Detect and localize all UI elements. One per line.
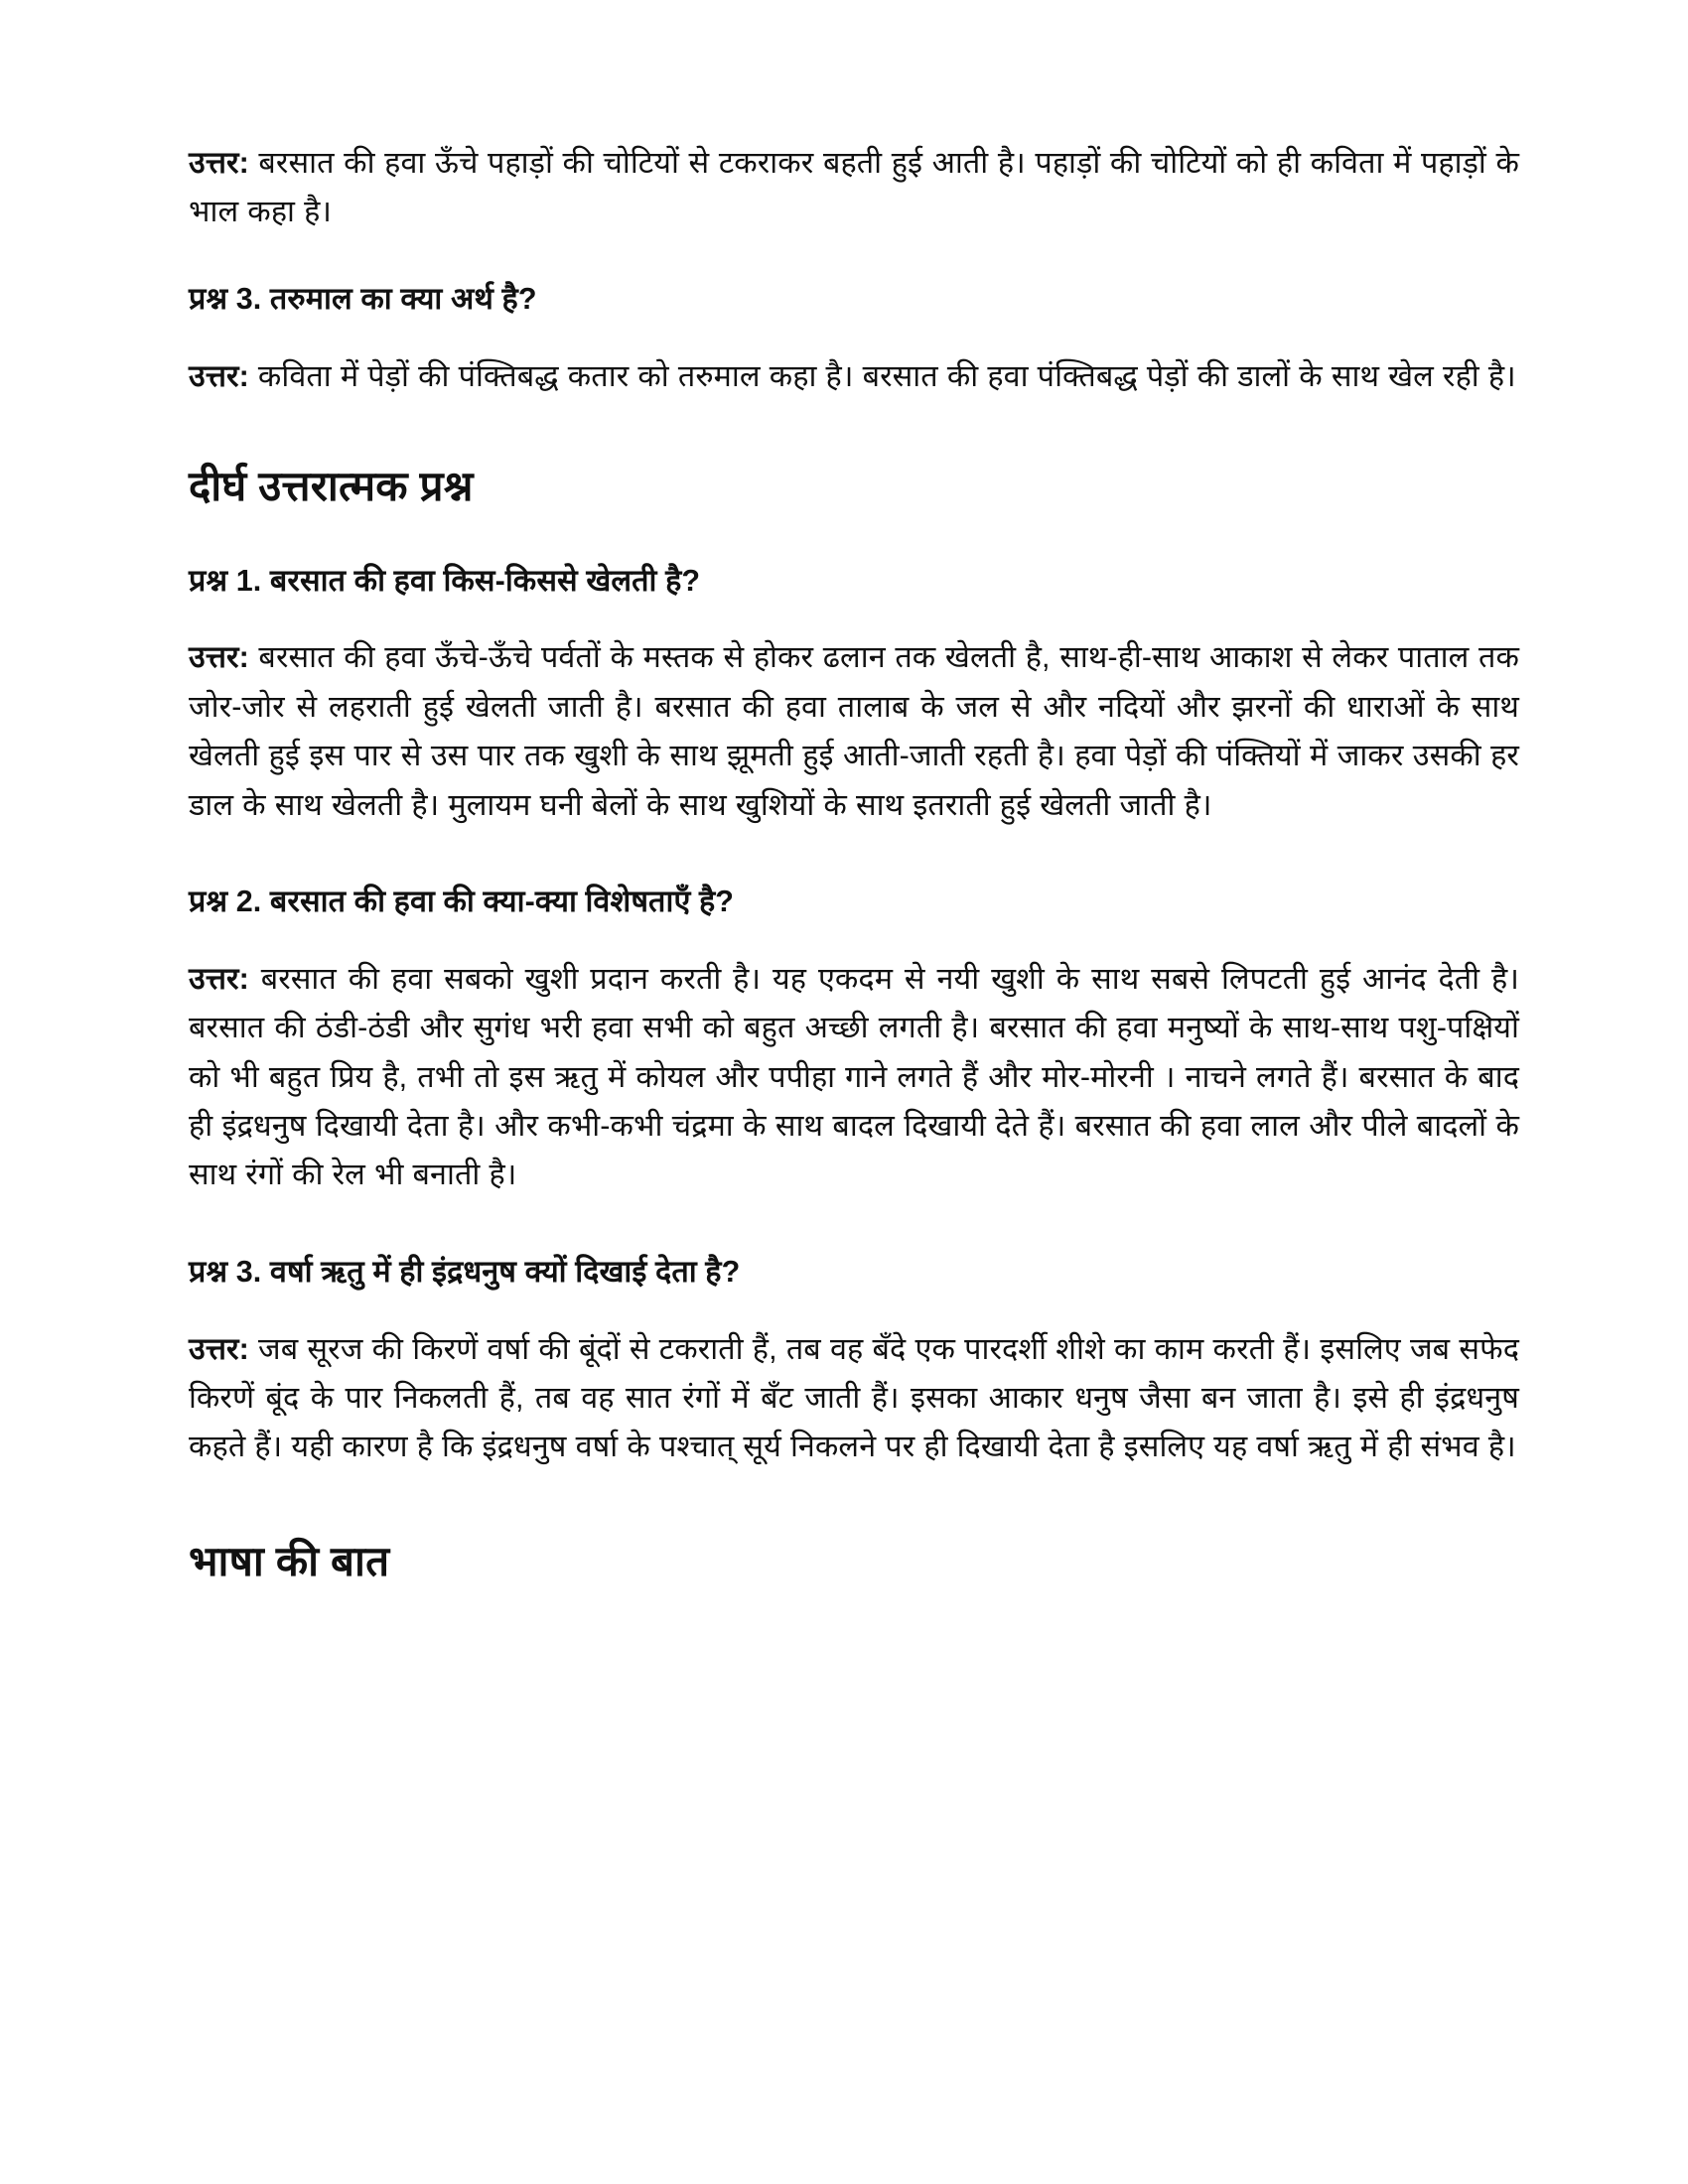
answer-text: बरसात की हवा ऊँचे-ऊँचे पर्वतों के मस्तक से होकर ढलान तक खेलती है, साथ-ही-साथ आकाश से लेकर पाताल तक जोर-जोर से लहराती हुई खेलती जाती है। बरसात की हवा तालाब के जल से और नदियों और झरनों की धाराओं के साथ खेलती हुई इस पार से उस पार तक खुशी के साथ झूमती हुई आती-जाती रहती है। हवा पेड़ों की पंक्तियों में जाकर उसकी हर डाल के साथ खेलती है। मुलायम घनी बेलों के साथ खुशियों के साथ इतराती हुई खेलती जाती है। <box>189 640 1519 822</box>
question-heading-long-1: प्रश्न 1. बरसात की हवा किस-किससे खेलती है? <box>189 563 701 598</box>
answer-paragraph-short-3 <box>189 352 1519 401</box>
spacer <box>189 1234 1519 1250</box>
answer-text: जब सूरज की किरणें वर्षा की बूंदों से टकराती हैं, तब वह बँदे एक पारदर्शी शीशे का काम करती हैं। इसलिए जब सफेद किरणें बूंद के पार निकलती हैं, तब वह सात रंगों में बँट जाती हैं। इसका आकार धनुष जैसा बन जाता है। इसे ही इंद्रधनुष कहते हैं। यही कारण है कि इंद्रधनुष वर्षा के पश्चात् सूर्य निकलने पर ही दिखायी देता है इसलिए यह वर्षा ऋतु में ही संभव है। <box>189 1331 1519 1464</box>
answer-paragraph-long-3 <box>189 1325 1519 1472</box>
answer-label: उत्तर: <box>189 146 249 180</box>
question-heading-short-3: प्रश्न 3. तरुमाल का क्या अर्थ है? <box>189 281 537 316</box>
spacer <box>189 864 1519 880</box>
document-content <box>189 139 1519 1589</box>
answer-text: कविता में पेड़ों की पंक्तिबद्ध कतार को तरुमाल कहा है। बरसात की हवा पंक्तिबद्ध पेड़ों की डालों के साथ खेल रही है। <box>248 358 1516 393</box>
answer-label: उत्तर: <box>189 1331 249 1366</box>
question-heading-long-2: प्रश्न 2. बरसात की हवा की क्या-क्या विशेषताएँ है? <box>189 885 735 919</box>
answer-text: बरसात की हवा ऊँचे पहाड़ों की चोटियों से टकराकर बहती हुई आती है। पहाड़ों की चोटियों को ही कविता में पहाड़ों के भाल कहा है। <box>189 146 1519 229</box>
section-heading-language: भाषा की बात <box>189 1537 390 1584</box>
answer-label: उत्तर: <box>189 358 249 393</box>
section-heading-long-answers: दीर्घ उत्तरात्मक प्रश्न <box>189 462 474 509</box>
answer-paragraph-long-1 <box>189 633 1519 830</box>
question-heading-long-3: प्रश्न 3. वर्षा ऋतु में ही इंद्रधनुष क्यों दिखाई देता है? <box>189 1254 741 1289</box>
answer-paragraph-intro <box>189 139 1519 237</box>
answer-label: उत्तर: <box>189 640 249 675</box>
answer-label: उत्तर: <box>189 961 249 996</box>
answer-text: बरसात की हवा सबको खुशी प्रदान करती है। यह एकदम से नयी खुशी के साथ सबसे लिपटती हुई आनंद देती है। बरसात की ठंडी-ठंडी और सुगंध भरी हवा सभी को बहुत अच्छी लगती है। बरसात की हवा मनुष्यों के साथ-साथ पशु-पक्षियों को भी बहुत प्रिय है, तभी तो इस ऋतु में कोयल और पपीहा गाने लगते हैं और मोर-मोरनी । नाचने लगते हैं। बरसात के बाद ही इंद्रधनुष दिखायी देता है। और कभी-कभी चंद्रमा के साथ बादल दिखायी देते हैं। बरसात की हवा लाल और पीले बादलों के साथ रंगों की रेल भी बनाती है। <box>189 961 1519 1192</box>
answer-paragraph-long-2 <box>189 955 1519 1200</box>
